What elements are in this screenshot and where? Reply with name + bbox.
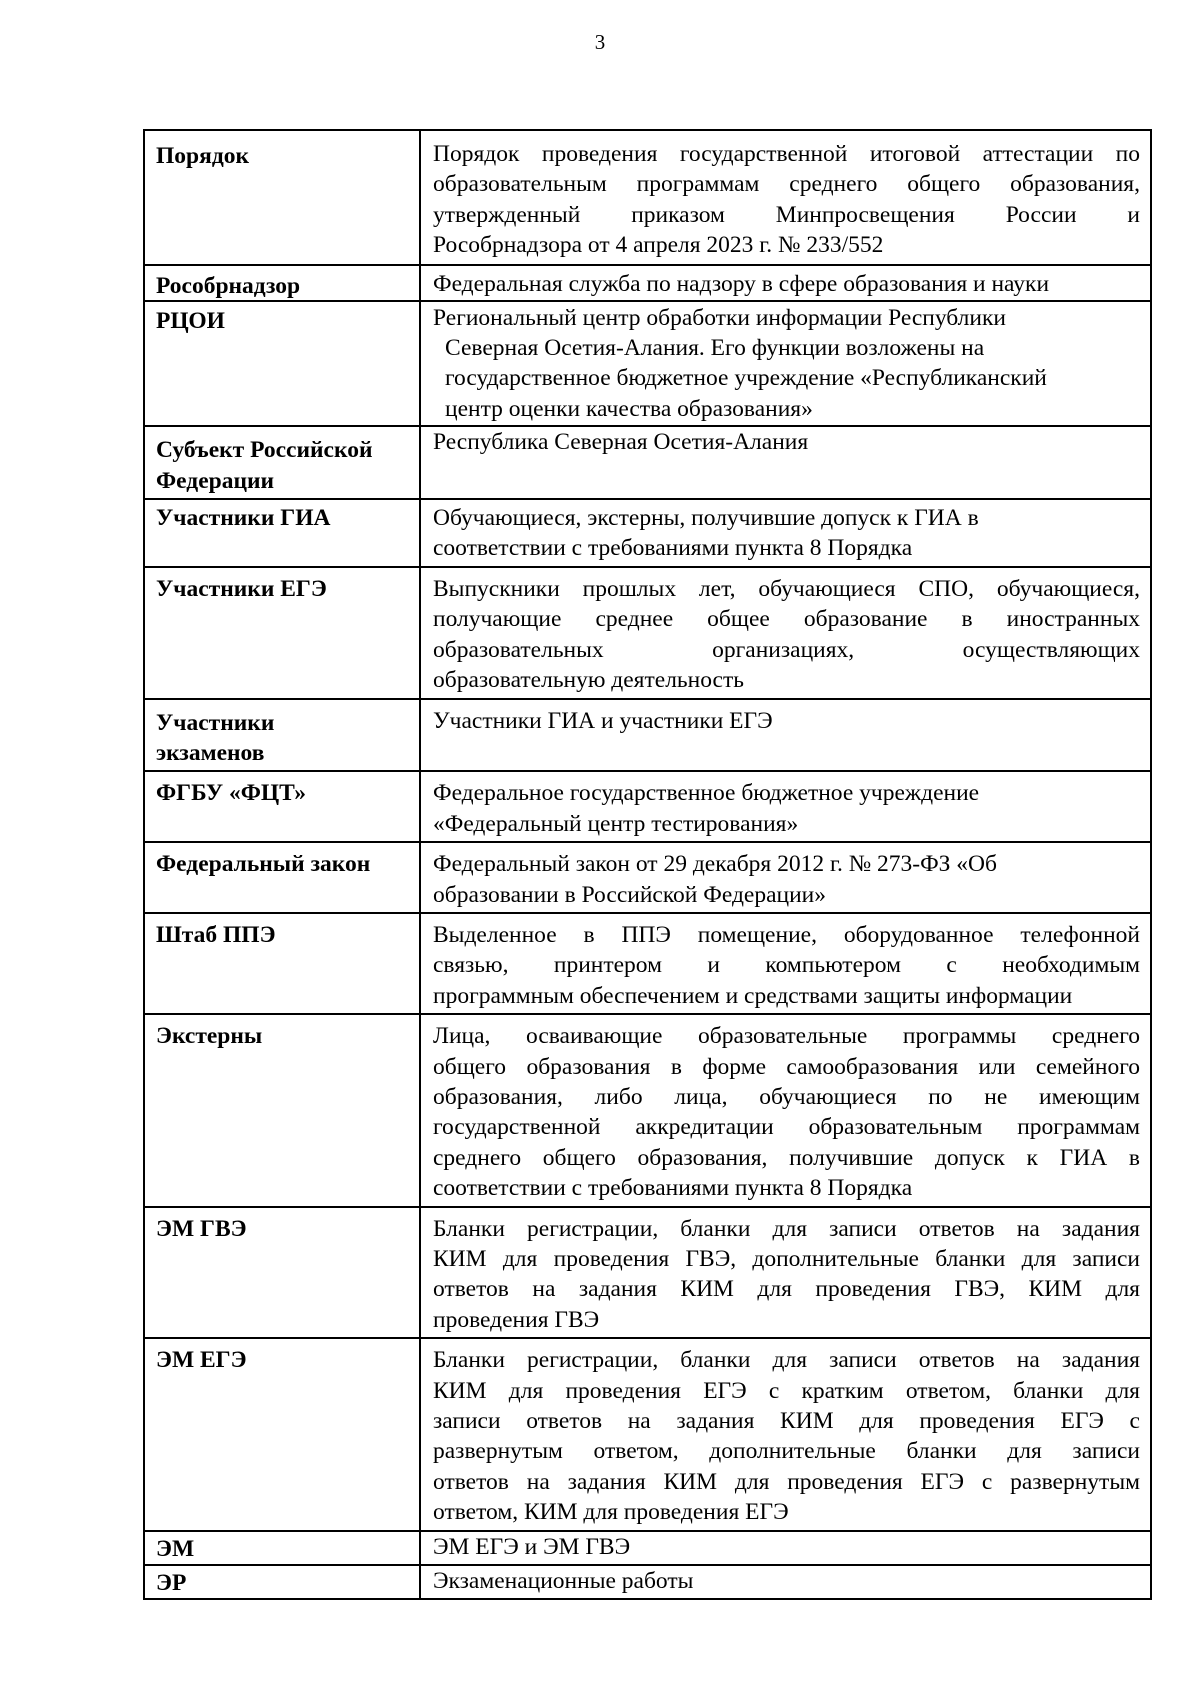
term-label: ЭМ ЕГЭ	[156, 1347, 247, 1374]
term-cell	[144, 699, 420, 772]
term-label: РЦОИ	[156, 307, 225, 334]
table-row	[144, 699, 1151, 772]
definition-line: образовательных организациях, осуществляющих	[433, 636, 1140, 663]
definition-line: ЭМ ЕГЭ и ЭМ ГВЭ	[433, 1533, 631, 1560]
definition-cell	[420, 1207, 1151, 1339]
definition-line: государственной аккредитации образовательным программам	[433, 1114, 1140, 1141]
definition-line: Федеральная служба по надзору в сфере образования и науки	[433, 270, 1050, 297]
definition-cell	[420, 913, 1151, 1014]
definition-line: образовательным программам среднего общего образования,	[433, 171, 1140, 198]
definition-line: записи ответов на задания КИМ для проведения ЕГЭ с	[433, 1408, 1140, 1435]
table-row	[144, 1338, 1151, 1530]
definition-line: Выпускники прошлых лет, обучающиеся СПО, обучающиеся,	[433, 575, 1140, 602]
term-cell	[144, 1014, 420, 1206]
table-row	[144, 265, 1151, 301]
table-row	[144, 1531, 1151, 1565]
term-label: ЭМ	[156, 1535, 195, 1562]
term-label: Участники ГИА	[156, 505, 331, 532]
definition-cell	[420, 1014, 1151, 1206]
definition-line: соответствии с требованиями пункта 8 Порядка	[433, 1175, 913, 1202]
term-label: Рособрнадзор	[156, 272, 301, 299]
table-row	[144, 567, 1151, 699]
term-label: Участники ЕГЭ	[156, 575, 327, 602]
term-cell	[144, 913, 420, 1014]
term-label: ФГБУ «ФЦТ»	[156, 780, 306, 807]
definition-line: Федеральный закон от 29 декабря 2012 г. № 273-ФЗ «Об	[433, 851, 997, 878]
table-row	[144, 1207, 1151, 1339]
definition-line: Рособрнадзора от 4 апреля 2023 г. № 233/552	[433, 232, 884, 259]
term-cell	[144, 426, 420, 499]
table-row	[144, 771, 1151, 842]
definition-line: Бланки регистрации, бланки для записи ответов на задания	[433, 1347, 1140, 1374]
definition-cell	[420, 771, 1151, 842]
definition-line: ответом, КИМ для проведения ЕГЭ	[433, 1499, 789, 1526]
definition-line: развернутым ответом, дополнительные бланки для записи	[433, 1438, 1140, 1465]
table-row	[144, 130, 1151, 265]
definition-cell	[420, 842, 1151, 913]
definition-cell	[420, 699, 1151, 772]
definition-line: «Федеральный центр тестирования»	[433, 810, 799, 837]
term-cell	[144, 771, 420, 842]
term-label: ЭР	[156, 1570, 187, 1597]
definition-line: Участники ГИА и участники ЕГЭ	[433, 707, 773, 734]
term-cell	[144, 130, 420, 265]
term-cell	[144, 842, 420, 913]
definition-line: Порядок проведения государственной итоговой аттестации по	[433, 141, 1140, 167]
definition-line: связью, принтером и компьютером с необходимым	[433, 952, 1140, 979]
page-number: 3	[594, 30, 606, 54]
definition-line: Региональный центр обработки информации Республики	[433, 304, 1006, 331]
term-cell	[144, 567, 420, 699]
term-label: Федеральный закон	[156, 851, 371, 878]
term-label: экзаменов	[156, 739, 265, 766]
definition-line: программным обеспечением и средствами защиты информации	[433, 982, 1073, 1009]
term-cell	[144, 1531, 420, 1565]
definition-line: общего образования в форме самообразования или семейного	[433, 1053, 1140, 1080]
definition-line: получающие среднее общее образование в иностранных	[433, 606, 1140, 633]
definition-line: государственное бюджетное учреждение «Республиканский	[445, 365, 1047, 392]
definition-line: среднего общего образования, получившие допуск к ГИА в	[433, 1144, 1140, 1171]
definition-cell	[420, 426, 1151, 499]
definition-cell	[420, 567, 1151, 699]
definition-line: образовательную деятельность	[433, 667, 744, 694]
term-label: Экстерны	[156, 1023, 263, 1050]
definition-cell	[420, 1565, 1151, 1599]
term-label: Участники	[156, 709, 275, 736]
definition-line: Лица, осваивающие образовательные программы среднего	[433, 1023, 1140, 1050]
term-cell	[144, 1565, 420, 1599]
term-cell	[144, 301, 420, 427]
term-cell	[144, 265, 420, 301]
definition-line: проведения ГВЭ	[433, 1306, 600, 1333]
term-label: ЭМ ГВЭ	[156, 1215, 247, 1242]
definition-line: соответствии с требованиями пункта 8 Порядка	[433, 535, 913, 562]
definition-line: Северная Осетия-Алания. Его функции возложены на	[445, 335, 985, 362]
glossary-table	[143, 129, 1152, 1600]
definition-line: Республика Северная Осетия-Алания	[433, 429, 809, 456]
definition-line: Обучающиеся, экстерны, получившие допуск к ГИА в	[433, 505, 979, 532]
definition-cell	[420, 1338, 1151, 1530]
definition-line: Бланки регистрации, бланки для записи ответов на задания	[433, 1215, 1140, 1242]
term-cell	[144, 1338, 420, 1530]
definition-line: Федеральное государственное бюджетное учреждение	[433, 780, 980, 807]
term-label: Штаб ППЭ	[156, 921, 276, 948]
term-cell	[144, 1207, 420, 1339]
table-row	[144, 1565, 1151, 1599]
definition-line: образовании в Российской Федерации»	[433, 881, 826, 908]
definition-line: ответов на задания КИМ для проведения ЕГЭ с развернутым	[433, 1468, 1140, 1495]
table-row	[144, 499, 1151, 567]
definition-line: Экзаменационные работы	[433, 1568, 694, 1595]
definition-line: КИМ для проведения ГВЭ, дополнительные бланки для записи	[433, 1246, 1140, 1272]
table-row	[144, 426, 1151, 499]
term-cell	[144, 499, 420, 567]
table-row	[144, 1014, 1151, 1206]
definition-line: КИМ для проведения ЕГЭ с кратким ответом, бланки для	[433, 1377, 1140, 1404]
table-row	[144, 913, 1151, 1014]
definition-line: Выделенное в ППЭ помещение, оборудованное телефонной	[433, 921, 1140, 948]
term-label: Субъект Российской	[156, 437, 373, 464]
definition-cell	[420, 499, 1151, 567]
definition-line: ответов на задания КИМ для проведения ГВЭ, КИМ для	[433, 1276, 1140, 1303]
definition-line: центр оценки качества образования»	[445, 395, 813, 422]
definition-cell	[420, 265, 1151, 301]
definition-cell	[420, 130, 1151, 265]
term-label: Федерации	[156, 467, 275, 494]
table-row	[144, 301, 1151, 427]
term-label: Порядок	[156, 143, 249, 169]
definition-cell	[420, 301, 1151, 427]
definition-line: образования, либо лица, обучающиеся по не имеющим	[433, 1083, 1140, 1110]
definition-line: утвержденный приказом Минпросвещения России и	[433, 201, 1140, 228]
definition-cell	[420, 1531, 1151, 1565]
table-row	[144, 842, 1151, 913]
